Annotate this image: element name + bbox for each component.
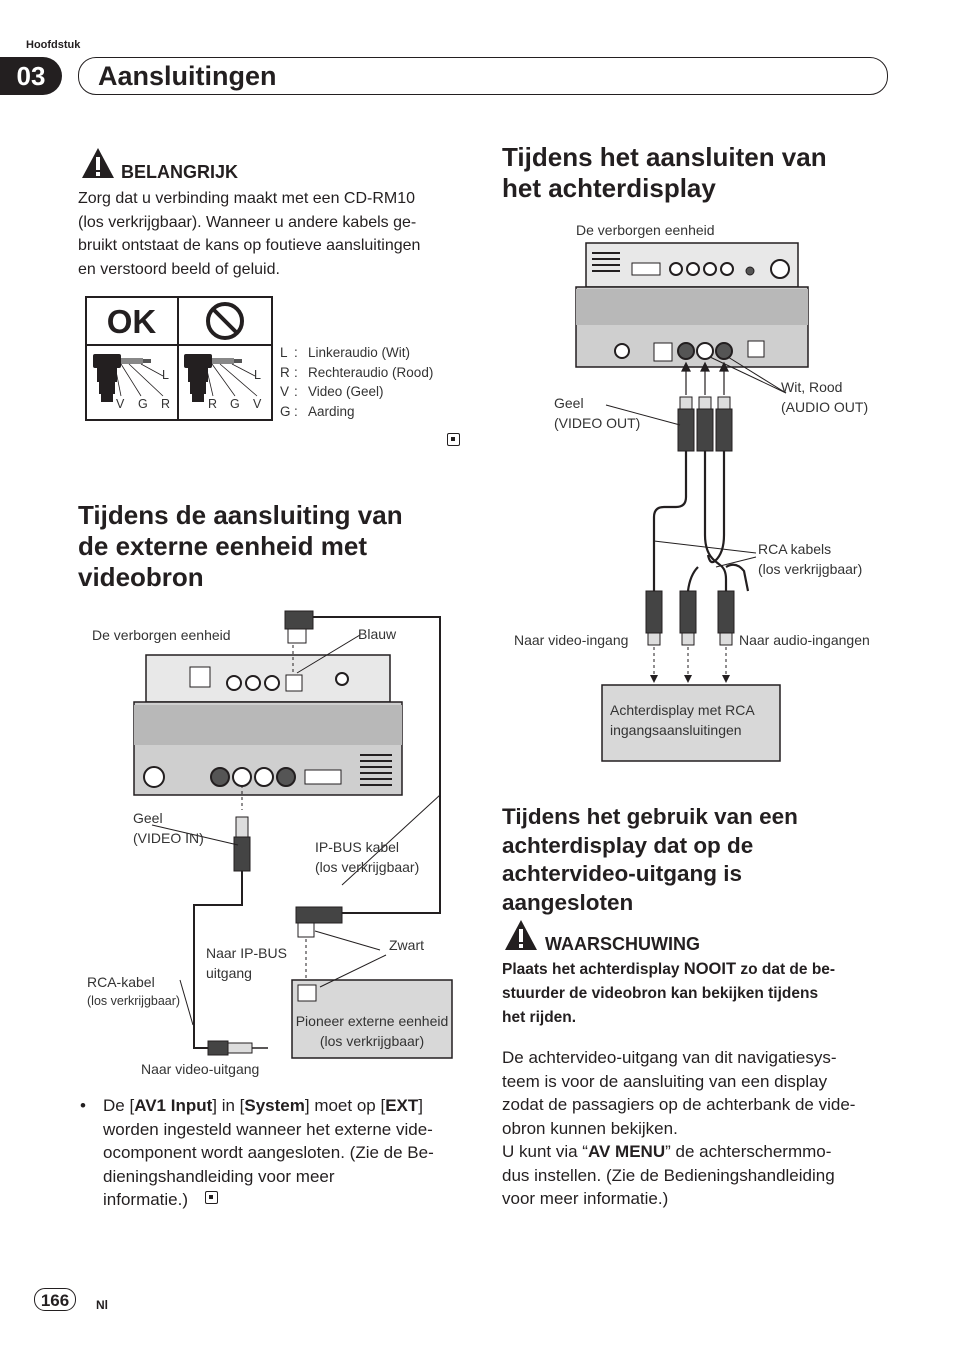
- plug-letter: R: [161, 397, 171, 411]
- usage-body: De achtervideo-uitgang van dit navigatiesys- teem is voor de aansluiting van een display zodat de passagiers op de achterbank de vide- obron kunnen bekijken. U kunt via “AV MENU” de achterschermmo- dus instellen. (Zie de Bedieningshandleiding voor meer informatie.): [502, 1048, 856, 1208]
- important-text: Zorg dat u verbinding maakt met een CD-RM10 (los verkrijgbaar). Wanneer u andere kabels ge- bruikt ontstaat de kans op foutieve aansluitingen en verstoord beeld of geluid.: [78, 190, 421, 278]
- section-end-mark: [205, 1191, 218, 1204]
- important-heading: BELANGRIJK: [121, 162, 239, 182]
- rear-display-diagram: [540, 235, 900, 765]
- page-number: 166: [34, 1288, 76, 1311]
- label-black: Zwart: [389, 937, 424, 953]
- label-rear-hidden-unit: De verborgen eenheid: [576, 222, 715, 238]
- label-rca-cables: RCA kabels (los verkrijgbaar): [758, 541, 863, 577]
- label-yellow-video-in: Geel (VIDEO IN): [133, 810, 204, 846]
- label-hidden-unit: De verborgen eenheid: [92, 627, 231, 643]
- plug-letter: G: [230, 397, 240, 411]
- bullet-dot: •: [80, 1096, 86, 1115]
- chapter-title: Aansluitingen: [98, 61, 277, 91]
- plug-letter: V: [116, 397, 125, 411]
- label-white-red-audio-out: Wit, Rood (AUDIO OUT): [781, 379, 869, 415]
- plug-legend: L : Linkeraudio (Wit) R : Rechteraudio (Rood) V : Video (Geel) G : Aarding: [280, 345, 434, 419]
- ok-label: OK: [106, 303, 157, 340]
- label-to-audio-inputs: Naar audio-ingangen: [739, 632, 870, 648]
- label-rear-display: Achterdisplay met RCA ingangsaansluitingen: [610, 702, 755, 738]
- label-blue: Blauw: [358, 626, 397, 642]
- warning-icon: [503, 918, 539, 952]
- label-ipbus-cable: IP-BUS kabel (los verkrijgbaar): [315, 839, 420, 875]
- plug-letter: V: [253, 397, 262, 411]
- chapter-label: Hoofdstuk: [26, 39, 81, 51]
- chapter-number: 03: [0, 57, 62, 95]
- warning-text: Plaats het achterdisplay NOOIT zo dat de be- stuurder de videobron kan bekijken tijdens het rijden.: [502, 960, 836, 1026]
- bullet-text: De [AV1 Input] in [System] moet op [EXT] worden ingesteld wanneer het externe vide- ocomponent wordt aangesloten. (Zie de Be- dieningshandleiding voor meer informatie.): [103, 1096, 434, 1209]
- page-language: Nl: [96, 1298, 108, 1312]
- label-yellow-video-out: Geel (VIDEO OUT): [554, 395, 641, 431]
- label-rca-sold-separately: (los verkrijgbaar): [87, 994, 181, 1008]
- label-rca-cable: RCA-kabel: [87, 974, 155, 990]
- plug-letter: R: [208, 397, 218, 411]
- label-to-ipbus-output: Naar IP-BUS uitgang: [206, 945, 287, 981]
- plug-letter: G: [138, 397, 148, 411]
- label-pioneer-unit: Pioneer externe eenheid (los verkrijgbaar): [295, 1013, 449, 1049]
- warning-icon: [80, 146, 116, 180]
- label-to-video-output: Naar video-uitgang: [141, 1061, 260, 1077]
- section-title-external: Tijdens de aansluiting van de externe eenheid met videobron: [78, 500, 403, 592]
- section-title-rear-video-usage: Tijdens het gebruik van een achterdisplay dat op de achtervideo-uitgang is aangesloten: [502, 804, 798, 915]
- section-end-mark: [447, 433, 460, 446]
- plug-letter: L: [162, 368, 169, 382]
- warning-heading: WAARSCHUWING: [545, 934, 700, 954]
- section-title-rear-display: Tijdens het aansluiten van het achterdisplay: [502, 142, 827, 203]
- plug-letter: L: [254, 368, 261, 382]
- label-to-video-input: Naar video-ingang: [514, 632, 629, 648]
